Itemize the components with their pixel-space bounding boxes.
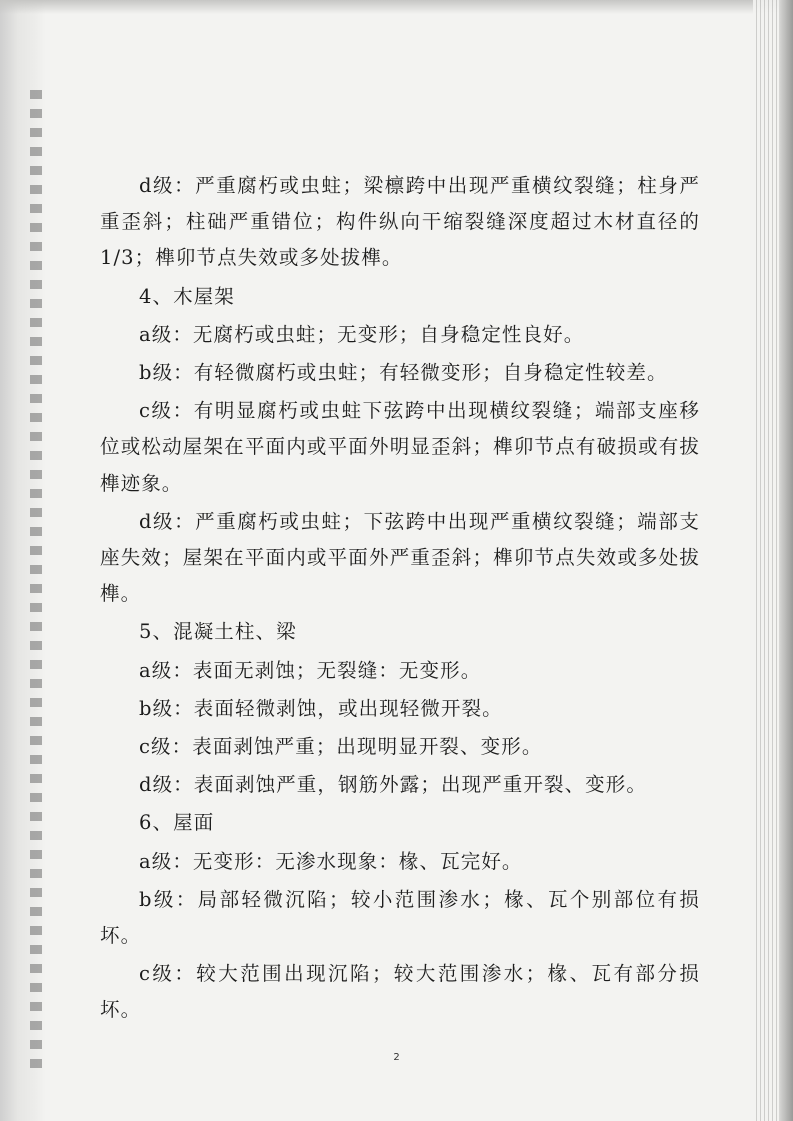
binding-holes xyxy=(30,90,42,1070)
document-body xyxy=(100,168,700,1029)
paragraph-roof-b: b级：局部轻微沉陷；较小范围渗水；椽、瓦个别部位有损坏。 xyxy=(100,887,700,948)
page-number: 2 xyxy=(393,1052,400,1063)
paragraph-roof-a: a级：无变形：无渗水现象：椽、瓦完好。 xyxy=(139,849,523,873)
paragraph-concrete-b: b级：表面轻微剥蚀，或出现轻微开裂。 xyxy=(139,696,503,720)
paragraph-truss-d: d级：严重腐朽或虫蛀；下弦跨中出现严重横纹裂缝；端部支座失效；屋架在平面内或平面外严重歪斜；榫卯节点失效或多处拔榫。 xyxy=(100,509,700,606)
paragraph-truss-c: c级：有明显腐朽或虫蛀下弦跨中出现横纹裂缝；端部支座移位或松动屋架在平面内或平面外明显歪斜；榫卯节点有破损或有拔榫迹象。 xyxy=(100,399,700,495)
paragraph-wood-column-d: d级：严重腐朽或虫蛀；梁檩跨中出现严重横纹裂缝；柱身严重歪斜；柱础严重错位；构件纵向干缩裂缝深度超过木材直径的1/3；榫卯节点失效或多处拔榫。 xyxy=(100,174,700,270)
paragraph-roof-c: c级：较大范围出现沉陷；较大范围渗水；椽、瓦有部分损坏。 xyxy=(100,962,700,1022)
paragraph-truss-b: b级：有轻微腐朽或虫蛀；有轻微变形；自身稳定性较差。 xyxy=(139,361,668,385)
page-stack-shadow xyxy=(779,0,793,1121)
paragraph-concrete-a: a级：表面无剥蚀；无裂缝：无变形。 xyxy=(139,658,482,682)
section-heading-wood-truss: 4、木屋架 xyxy=(139,284,235,308)
section-heading-roof: 6、屋面 xyxy=(139,811,215,835)
paragraph-truss-a: a级：无腐朽或虫蛀；无变形；自身稳定性良好。 xyxy=(139,322,585,346)
paragraph-concrete-d: d级：表面剥蚀严重，钢筋外露；出现严重开裂、变形。 xyxy=(139,773,647,797)
section-heading-concrete: 5、混凝土柱、梁 xyxy=(139,620,297,644)
top-shadow xyxy=(0,0,793,14)
paragraph-concrete-c: c级：表面剥蚀严重；出现明显开裂、变形。 xyxy=(139,735,543,759)
